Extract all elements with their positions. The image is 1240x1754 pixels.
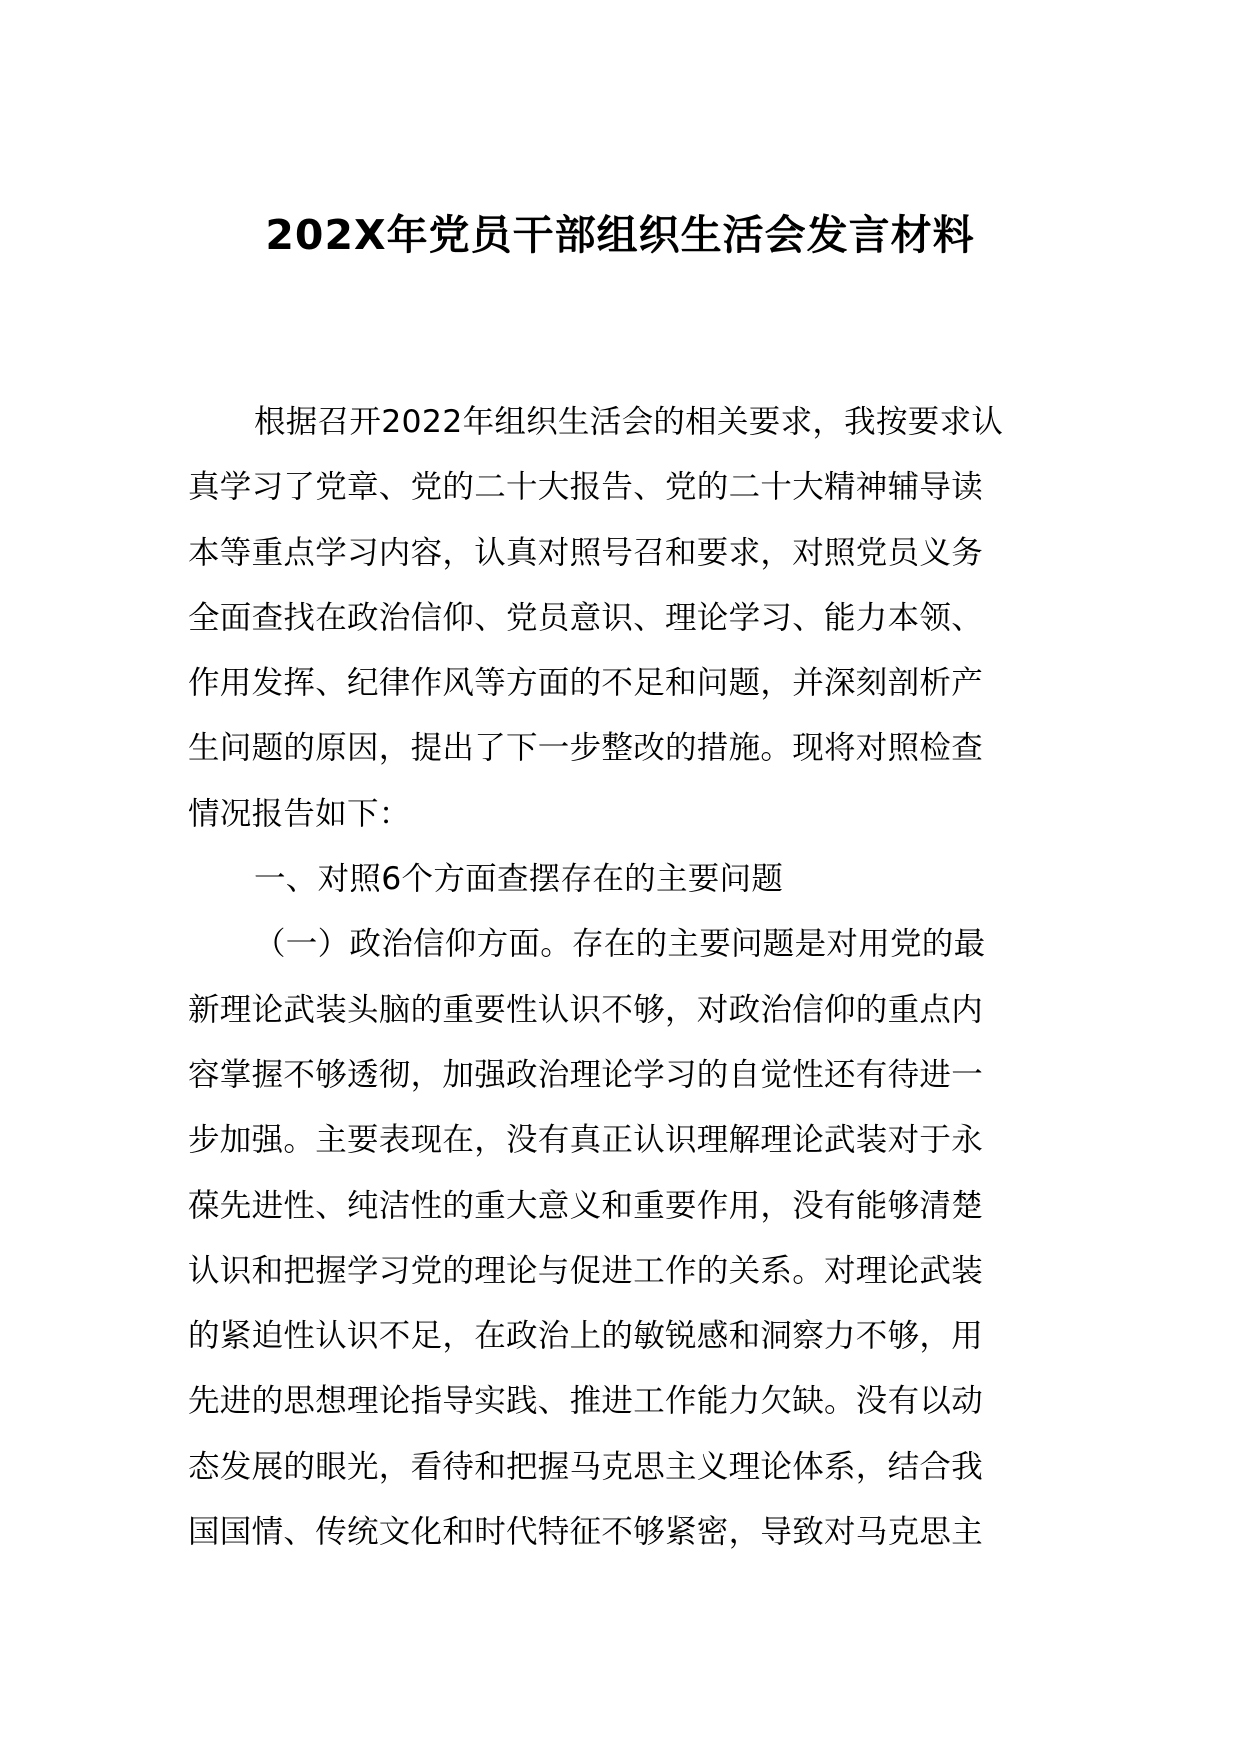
section-heading: 一、对照6个方面查摆存在的主要问题	[254, 861, 784, 898]
paragraph-line: 的紧迫性认识不足，在政治上的敏锐感和洞察力不够，用	[188, 1318, 984, 1355]
document-body	[188, 390, 1050, 1565]
paragraph-line: 本等重点学习内容，认真对照号召和要求，对照党员义务	[188, 534, 984, 571]
paragraph-line: 先进的思想理论指导实践、推进工作能力欠缺。没有以动	[188, 1383, 984, 1420]
paragraph-line: 情况报告如下：	[188, 795, 411, 832]
paragraph-line: 认识和把握学习党的理论与促进工作的关系。对理论武装	[188, 1252, 984, 1289]
paragraph-line: 真学习了党章、党的二十大报告、党的二十大精神辅导读	[188, 469, 984, 506]
paragraph-line: 作用发挥、纪律作风等方面的不足和问题，并深刻剖析产	[188, 665, 984, 702]
paragraph-line: 态发展的眼光，看待和把握马克思主义理论体系，结合我	[188, 1448, 984, 1485]
paragraph-line: （一）政治信仰方面。存在的主要问题是对用党的最	[254, 926, 986, 963]
paragraph-line: 步加强。主要表现在，没有真正认识理解理论武装对于永	[188, 1122, 984, 1159]
paragraph-line: 国国情、传统文化和时代特征不够紧密，导致对马克思主	[188, 1514, 984, 1551]
paragraph-line: 容掌握不够透彻，加强政治理论学习的自觉性还有待进一	[188, 1056, 984, 1093]
document-title: 202X年党员干部组织生活会发言材料	[265, 211, 975, 259]
paragraph-line: 根据召开2022年组织生活会的相关要求，我按要求认	[254, 404, 1004, 440]
paragraph-line: 生问题的原因，提出了下一步整改的措施。现将对照检查	[188, 730, 984, 767]
paragraph-line: 葆先进性、纯洁性的重大意义和重要作用，没有能够清楚	[188, 1187, 984, 1224]
paragraph-line: 新理论武装头脑的重要性认识不够，对政治信仰的重点内	[188, 991, 984, 1028]
paragraph-line: 全面查找在政治信仰、党员意识、理论学习、能力本领、	[188, 599, 984, 636]
